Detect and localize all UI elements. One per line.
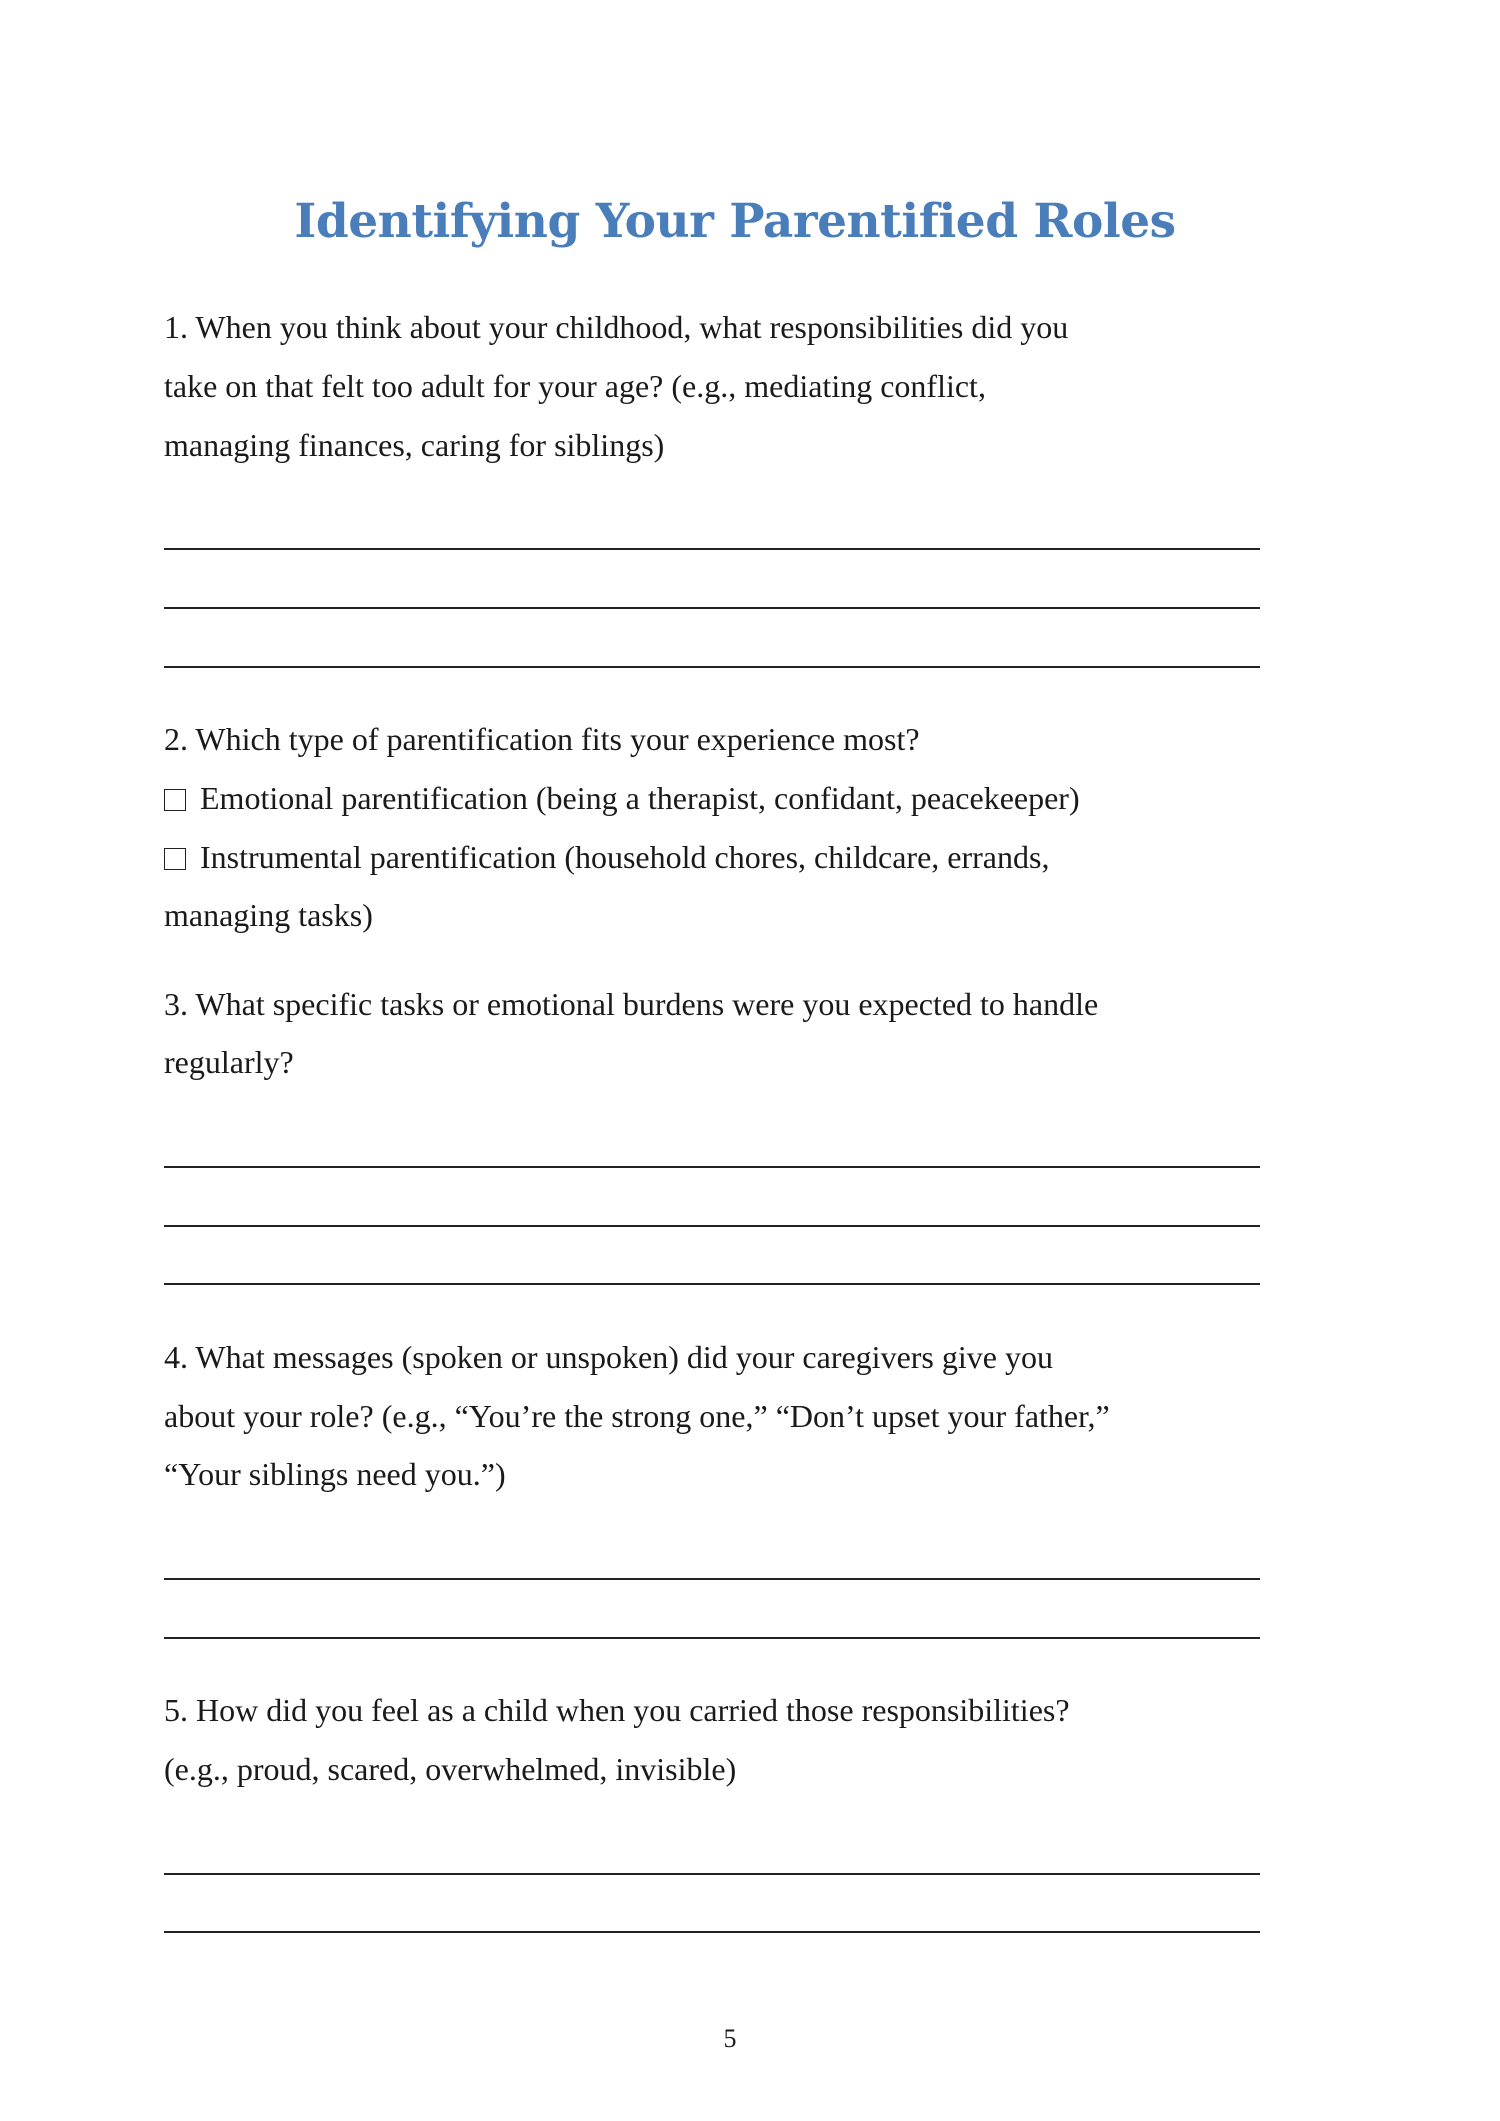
answer-line[interactable]: [164, 1873, 1260, 1875]
answer-line[interactable]: [164, 1578, 1260, 1580]
answer-line[interactable]: [164, 607, 1260, 609]
question-5-text: (e.g., proud, scared, overwhelmed, invisible): [164, 1751, 737, 1787]
option-label: Instrumental parentification (household chores, childcare, errands,: [200, 839, 1050, 875]
checkbox-icon[interactable]: [164, 848, 186, 870]
checkbox-icon[interactable]: [164, 789, 186, 811]
question-4-text: about your role? (e.g., “You’re the strong one,” “Don’t upset your father,”: [164, 1398, 1110, 1434]
answer-line[interactable]: [164, 666, 1260, 668]
question-1-text: managing finances, caring for siblings): [164, 427, 665, 463]
question-3-text: 3. What specific tasks or emotional burdens were you expected to handle: [164, 986, 1099, 1022]
question-4-text: 4. What messages (spoken or unspoken) did your caregivers give you: [164, 1339, 1053, 1375]
option-label: Emotional parentification (being a therapist, confidant, peacekeeper): [200, 780, 1080, 816]
option-label-continuation: managing tasks): [164, 897, 373, 933]
answer-line[interactable]: [164, 1166, 1260, 1168]
answer-line[interactable]: [164, 1931, 1260, 1933]
option-instrumental[interactable]: [164, 828, 1049, 887]
question-1-text: take on that felt too adult for your age? (e.g., mediating conflict,: [164, 368, 986, 404]
page-number: 5: [723, 2024, 737, 2053]
question-5-text: 5. How did you feel as a child when you carried those responsibilities?: [164, 1692, 1070, 1728]
option-emotional[interactable]: [164, 769, 1080, 828]
question-3-text: regularly?: [164, 1044, 294, 1080]
answer-line[interactable]: [164, 1637, 1260, 1639]
page-title: Identifying Your Parentified Roles: [294, 194, 1176, 249]
question-2-text: 2. Which type of parentification fits your experience most?: [164, 721, 920, 757]
answer-line[interactable]: [164, 1283, 1260, 1285]
question-1-text: 1. When you think about your childhood, what responsibilities did you: [164, 309, 1069, 345]
question-4-text: “Your siblings need you.”): [164, 1456, 506, 1492]
answer-line[interactable]: [164, 548, 1260, 550]
answer-line[interactable]: [164, 1225, 1260, 1227]
